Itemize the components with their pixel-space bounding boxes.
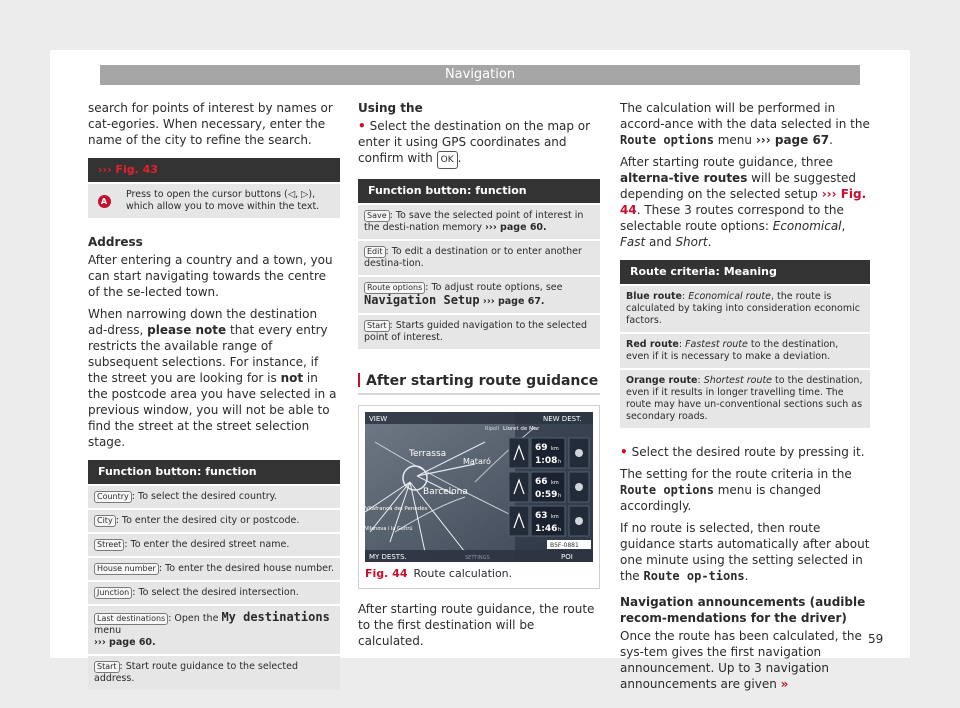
route-1-km: 69 [535, 443, 548, 453]
unit-h: h [558, 459, 562, 465]
house-number-key: House number [94, 563, 159, 575]
ok-key: OK [437, 151, 458, 169]
city-label: Terrassa [409, 449, 447, 459]
city-key: City [94, 515, 116, 527]
country-key: Country [94, 491, 132, 503]
settings-softkey[interactable]: SETTINGS [465, 555, 490, 561]
header-bar [100, 65, 860, 85]
function-button-table-2 [358, 177, 600, 351]
table-row: Save : To save the selected point of interest in the desti-nation memory ››› page 60. [358, 205, 600, 239]
edit-key: Edit [364, 246, 386, 258]
route-1-time: 1:08 [535, 456, 558, 466]
table-row: City : To enter the desired city or postcode. [88, 510, 340, 532]
fb-table-1-header: Function button: function [88, 460, 340, 484]
figure-caption: Fig. 44 Route calculation. [365, 567, 513, 580]
figure-reference-link[interactable]: ››› Fig. 44 [620, 187, 867, 217]
unit-km: km [551, 514, 559, 520]
route-2-time: 0:59 [535, 490, 558, 500]
figure-44 [358, 405, 600, 589]
table-row: House number : To enter the desired house number. [88, 558, 340, 580]
route-2-km: 66 [535, 477, 548, 487]
fb-table-2-header: Function button: function [358, 179, 600, 203]
column-2 [358, 100, 600, 655]
route-3-km: 63 [535, 511, 548, 521]
option-icon [575, 517, 583, 525]
fig43-row-text: Press to open the cursor buttons (◁, ▷), which allow you to move within the text. [120, 184, 340, 218]
function-button-table-1 [88, 458, 340, 692]
city-label: Barcelona [423, 487, 468, 497]
table-row: Orange route: Shortest route to the destination, even if it results in longer travelling time. The route may have un-conventional sections such as secondary roads. [620, 370, 870, 428]
map-illustration [365, 412, 593, 562]
page-reference-link[interactable]: ››› page 60. [94, 637, 156, 648]
route-options-key: Route options [364, 282, 425, 294]
unit-km: km [551, 446, 559, 452]
save-key: Save [364, 210, 390, 222]
column-1 [88, 100, 340, 706]
header-title: Navigation [444, 67, 516, 82]
section-title: After starting route guidance [358, 373, 600, 395]
table-row: Start : Starts guided navigation to the selected point of interest. [358, 315, 600, 349]
table-row: Last destinations : Open the My destinations menu ››› page 60. [88, 606, 340, 654]
page [50, 50, 910, 691]
table-row: Route options : To adjust route options, see Navigation Setup ››› page 67. [358, 277, 600, 313]
option-icon [575, 449, 583, 457]
using-bullet: • Select the destination on the map or enter it using GPS coordinates and confirm with OK . [358, 118, 600, 169]
table-row: Country : To select the desired country. [88, 486, 340, 508]
street-key: Street [94, 539, 124, 551]
table-row: Blue route: Economical route, the route is calculated by taking into consideration economic factors. [620, 286, 870, 332]
last-destinations-key: Last destinations [94, 613, 168, 625]
paragraph-5: Once the route has been calculated, the sys-tem gives the first navigation announcement. Up to 3 navigation announcements are given » [620, 629, 862, 691]
marker-a-icon: A [98, 195, 111, 208]
city-label: Mataró [463, 457, 491, 466]
new-dest-softkey[interactable]: NEW DEST. [543, 415, 582, 423]
view-softkey[interactable]: VIEW [369, 415, 388, 423]
intro-text: search for points of interest by names or cat-egories. When necessary, enter the name of the city to refine the search. [88, 101, 333, 147]
address-paragraph-2: When narrowing down the destination ad-dress, please note that every entry restricts the available range of subsequent selections. For instance, if the street you are looking for is not in the postcode area you have selected in a previous window, you will not be able to find the street at the street selection stage. [88, 307, 337, 449]
city-label: Vilafranca del Penedès [365, 506, 428, 512]
paragraph-4: If no route is selected, then route guidance starts automatically after about one minute using the setting selected in the Route op-tions. [620, 521, 870, 583]
unit-h: h [558, 527, 562, 533]
column-3 [620, 100, 870, 698]
fig43-table-header: ››› Fig. 43 [88, 158, 340, 182]
table-row: Street : To enter the desired street name. [88, 534, 340, 556]
announcements-heading: Navigation announcements (audible recom-mendations for the driver) [620, 595, 866, 625]
city-label: Lloret de Mar [503, 426, 540, 432]
table-row: Start : Start route guidance to the selected address. [88, 656, 340, 690]
bullet-item: • Select the desired route by pressing it. [620, 445, 865, 459]
address-paragraph-1: After entering a country and a town, you can start navigating towards the centre of the se-lected town. [88, 253, 333, 299]
using-heading: Using the [358, 101, 423, 115]
page-reference-link[interactable]: ››› page 67 [755, 133, 830, 147]
unit-km: km [551, 480, 559, 486]
unit-h: h [558, 493, 562, 499]
city-label: Vilanova i la Geltrú [365, 526, 413, 532]
page-number: 59 [868, 632, 884, 646]
bullet-icon: • [358, 119, 366, 133]
paragraph-3: The setting for the route criteria in the Route options menu is changed accordingly. [620, 467, 852, 513]
address-heading: Address [88, 235, 143, 249]
city-label: Ripoll [485, 426, 499, 432]
table-row: Red route: Fastest route to the destination, even if it is necessary to make a deviation. [620, 334, 870, 368]
after-text: After starting route guidance, the route to the first destination will be calculated. [358, 602, 595, 648]
page-reference-link[interactable]: ››› page 60. [485, 222, 547, 233]
table-row: Junction : To select the desired intersection. [88, 582, 340, 604]
start-key: Start [364, 320, 390, 332]
figure-code: B5F-0881 [550, 542, 579, 549]
paragraph-2: After starting route guidance, three alterna-tive routes will be suggested depending on the selected setup ››› Fig. 44. These 3 routes correspond to the selectable route options: Economical, Fast and Short. [620, 155, 867, 249]
my-dests-softkey[interactable]: MY DESTS. [369, 553, 407, 561]
route-3-time: 1:46 [535, 524, 558, 534]
junction-key: Junction [94, 587, 132, 599]
table-row: Edit : To edit a destination or to enter another destina-tion. [358, 241, 600, 275]
continue-marker: » [780, 677, 789, 691]
paragraph-1: The calculation will be performed in accord-ance with the data selected in the Route options menu ››› page 67. [620, 101, 870, 147]
bullet-icon: • [620, 445, 628, 459]
criteria-table-header: Route criteria: Meaning [620, 260, 870, 284]
route-criteria-table [620, 258, 870, 430]
page-reference-link[interactable]: ››› page 67. [479, 296, 545, 307]
start-key: Start [94, 661, 120, 673]
fig43-table [88, 156, 340, 220]
navigation-screen [365, 412, 593, 562]
option-icon [575, 483, 583, 491]
poi-softkey[interactable]: POI [561, 553, 573, 561]
